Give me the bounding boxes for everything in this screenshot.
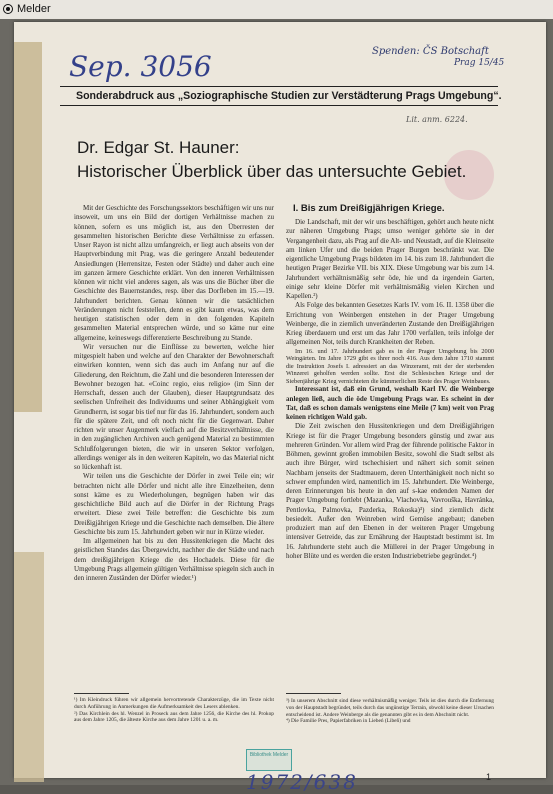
paragraph: Die Landschaft, mit der wir uns beschäftigen, gehört auch heute nicht zur näheren Umgebung Prags; umso weniger gehörte sie in der Vergangenheit dazu, als Prag auf die Alt- und Neustadt, auf die Kleinseite am linken Ufer und die beiden Prager Burgen beschränkt war. Die eigentliche Umgebung Prags bildeten im 14. bis zum 18. Jahrhundert die heutigen Prager Bezirke VII. bis XIX. Diese Umgebung war bis zum 14. Jahrhundert verhältnismäßig sehr öde, hie und da irgendein Garten, einige sehr kleine Dörfer mit verhältnismäßig vielen Kirchen und Kapellen.²) [286, 218, 494, 300]
handwritten-note: Prag 15/45 [454, 58, 505, 68]
author-name: Dr. Edgar St. Hauner: [77, 138, 240, 157]
handwritten-note: Lit. anm. 6224. [406, 115, 468, 124]
handwritten-note: Spenden: ČS Botschaft [372, 46, 489, 57]
page-mark: 1 [486, 772, 492, 782]
paragraph: Im allgemeinen hat bis zu den Hussitenkriegen die Macht des geistlichen Standes das Übergewicht, nachher die der Städte und nach dem dreißigjährigen Kriege die des Hochadels. Diese für die Umgebung Prags allgemein gültigen Verhältnisse spiegeln sich auch in den inneren Zuständen der Dörfer wieder.¹) [74, 537, 274, 582]
paragraph-small: Im 16. und 17. Jahrhundert gab es in der Prager Umgebung bis 2000 Weingärten. Im Jahre 1729 gibt es ihrer noch 416. Aus dem Jahre 1710 stammt die Instruktion Josefs I. adressiert an das Winzeramt, mit der der sterbenden Winzerei geholfen werden sollte. Erst die Schlesischen Kriege und der Siebenjährige Krieg vernichteten die kümmerlichen Reste des Prager Weinbaues. [286, 347, 494, 385]
tape-strip [14, 552, 44, 782]
footnote: ¹) Im Kleindruck führen wir allgemein hervortretende Charakterzüge, die im Texte nicht durch Anführung in Anmerkungen die Aufmerksamkeit des Lesers ablenken. [74, 697, 274, 710]
footnote: ³) In unserem Abschnitt sind diese verhältnismäßig weniger. Teils ist dies durch die Entfernung von der Hauptstadt begründet, teils durch das ungünstige Terrain, obwohl keine dieser Ursachen entscheidend ist. Andere Weinberge als die genannten gibt es in dem Abschnitt nicht. [286, 698, 494, 718]
divider [60, 105, 498, 106]
handwritten-inventory-number: 1972/638 [246, 770, 358, 794]
footnote-divider [74, 693, 129, 694]
tape-strip [14, 42, 42, 412]
divider [60, 86, 498, 87]
paragraph: Interessant ist, daß ein Grund, weshalb Karl IV. die Weinberge anlegen ließ, auch die öde Umgebung Prags war. Es scheint in der Tat, daß es schon damals wenigstens eine Meile (7 km) weit von Prag keinen richtigen Wald gab. [286, 385, 494, 422]
right-column [286, 218, 494, 561]
paragraph: Mit der Geschichte des Forschungssektors beschäftigen wir uns nur insoweit, um uns ein Bild der dortigen Verhältnisse machen zu können, sofern es uns möglich ist, aus den Überresten der gesammelten historischen Berichte diese Verhältnisse zu erfassen. Unser Rayon ist nicht allzu umfangreich, er liegt auch abseits von der Hauptverbindung mit Prag, was die geringere Anzahl bedeutender Ansiedlungen (Herrensitze, Festen oder Städte) und daher auch eine im ganzen ärmere Geschichte erklärt. Von den inneren Verhältnissen können wir nicht viel anderes sagen, als was uns die Bücher über die Geschichte des Bauernstandes, resp. über das Dorfleben im 15.—19. Jahrhundert berichten. Genau können wir die tatsächlichen Veränderungen nicht feststellen, denn es gibt kaum etwas, was dem heutigen statistischen oder dem in den folgenden Kapiteln gesammelten Material entsprechen würde, und so käme nur eine allgemeine, keineswegs differenzierte Beschreibung zu Stande. [74, 204, 274, 342]
paragraph: Wir teilen uns die Geschichte der Dörfer in zwei Teile ein; wir betrachten nicht alle Dörfer und nicht alle ihre Einzelheiten, denn sonst käme es zu Wiederholungen, begnügen haben wir das geschichtliche Bild auch auf die Dörfer in der Richtung Prags erweitert. Diese zwei Teile betreffen: die Geschichte bis zum Dreißigjährigen Kriege und die Geschichte nach demselben. Die ältere Geschichte bis zum 15. Jahrhundert geben wir nur in Kürze wieder. [74, 472, 274, 536]
app-title-bar [0, 0, 553, 19]
footnote-divider [286, 693, 341, 694]
paragraph: Die Zeit zwischen den Hussitenkriegen und dem Dreißigjährigen Kriege ist für die Prager Umgebung besonders günstig und zwar aus mehreren Gründen. Vor allem wird Prag der führende politische Faktor in Böhmen, gewinnt großen immobilen Besitz, sowohl die Stadt selbst als auch ihre Bürger, wird tschechisiert und nähert sich somit seinen Nachbarn jenseits der Stadtmauern, deren Unterthänigkeit noch nicht so schwer empfunden wird, namentlich im 15. Jahrhundert. Die Weinberge, deren Erinnerungen bis heute in den auf s-kae endenden Namen der Prager Umgebung fortlebt (Mazanka, Vlachovka, Vavrouška, Havránka, Pentlovka, Palmovka, Pazderka, Rokoska)³) sind ziemlich dicht besiedelt. Außer den Weinreben wird Gemüse angebaut; daneben produziert man auf den Ebenen in der weiteren Prager Umgebung intensiver Getreide, das zur Ernährung der Hauptstadt bestimmt ist. Im 16. Jahrhunderte steht auch die Müllerei in der Prager Umgebung in hoher Blüte und es werden die ersten Industriebetriebe gegründet.⁴) [286, 422, 494, 560]
section-heading: I. Bis zum Dreißigjährigen Kriege. [293, 203, 445, 214]
library-stamp: Bibliothek Melder [246, 749, 292, 771]
paragraph: Als Folge des bekannten Gesetzes Karls IV. vom 16. II. 1358 über die Errichtung von Weinbergen entstehen in der Prager Umgebung Weinberge, die in ziemlich unveränderten Zustande den Dreißigjährigen Krieg überdauern und erst um das Jahr 1700 verfallen, teils infolge der allgemeinen Not, teils durch Krankheiten der Reben. [286, 301, 494, 347]
footnotes-right [286, 698, 494, 725]
document-page [14, 22, 546, 794]
left-column [74, 204, 274, 583]
paragraph: Wir versuchen nur die Einflüsse zu bewerten, welche hier mitgespielt haben und welche auf den Charakter der Bewohnerschaft einwirken konnten, wenn sich das auch im Anfang nur auf die Gliederung, den Reichtum, die Zahl und die besonderen Interessen der Bewohner bezogen hat. «Coinc regio, eius religio» (im Sinn der Herrschaft, dessen auch der Glauben), dieser Hauptgrundsatz des seelischen Unfreiheit des Individuums und seiner Abhängigkeit vom Grundherrn, ist sogar bis tief nur für das 16. Jahrhundert, sondern auch für die spätere Zeit, und oft noch nicht für die Gegenwart. Daher richten wir unser Augenmerk vielfach auf die Besitzverhältnisse, die in den zugänglichen Archiven auch genügend Material zu bestimmten Schlußfolgerungen bieten, die wir in unseren Sektor verfolgen, allerdings weniger als in den weiteren Kapiteln, wo das Material nicht so lückenhaft ist. [74, 342, 275, 471]
document-title: Historischer Überblick über das untersuchte Gebiet. [77, 162, 467, 181]
handwritten-signature: Sep. 3056 [69, 50, 212, 83]
footnote: ²) Das Kirchlein des hl. Wenzel in Proseck aus dem Jahre 1256, die Kirche des hl. Prokop aus dem Jahre 1205, die älteste Kirche aus dem Jahre 1201 u. a. m. [74, 710, 274, 724]
melder-logo-icon [3, 4, 13, 14]
footnotes-left [74, 697, 274, 724]
app-title: Melder [17, 3, 51, 15]
footnote: ⁴) Die Familie Pres, Papierfabriken in Liebeń (Libeň) und [286, 718, 411, 725]
sonderabdruck-line: Sonderabdruck aus „Soziographische Studien zur Verstädterung Prags Umgebung“. [76, 90, 502, 102]
